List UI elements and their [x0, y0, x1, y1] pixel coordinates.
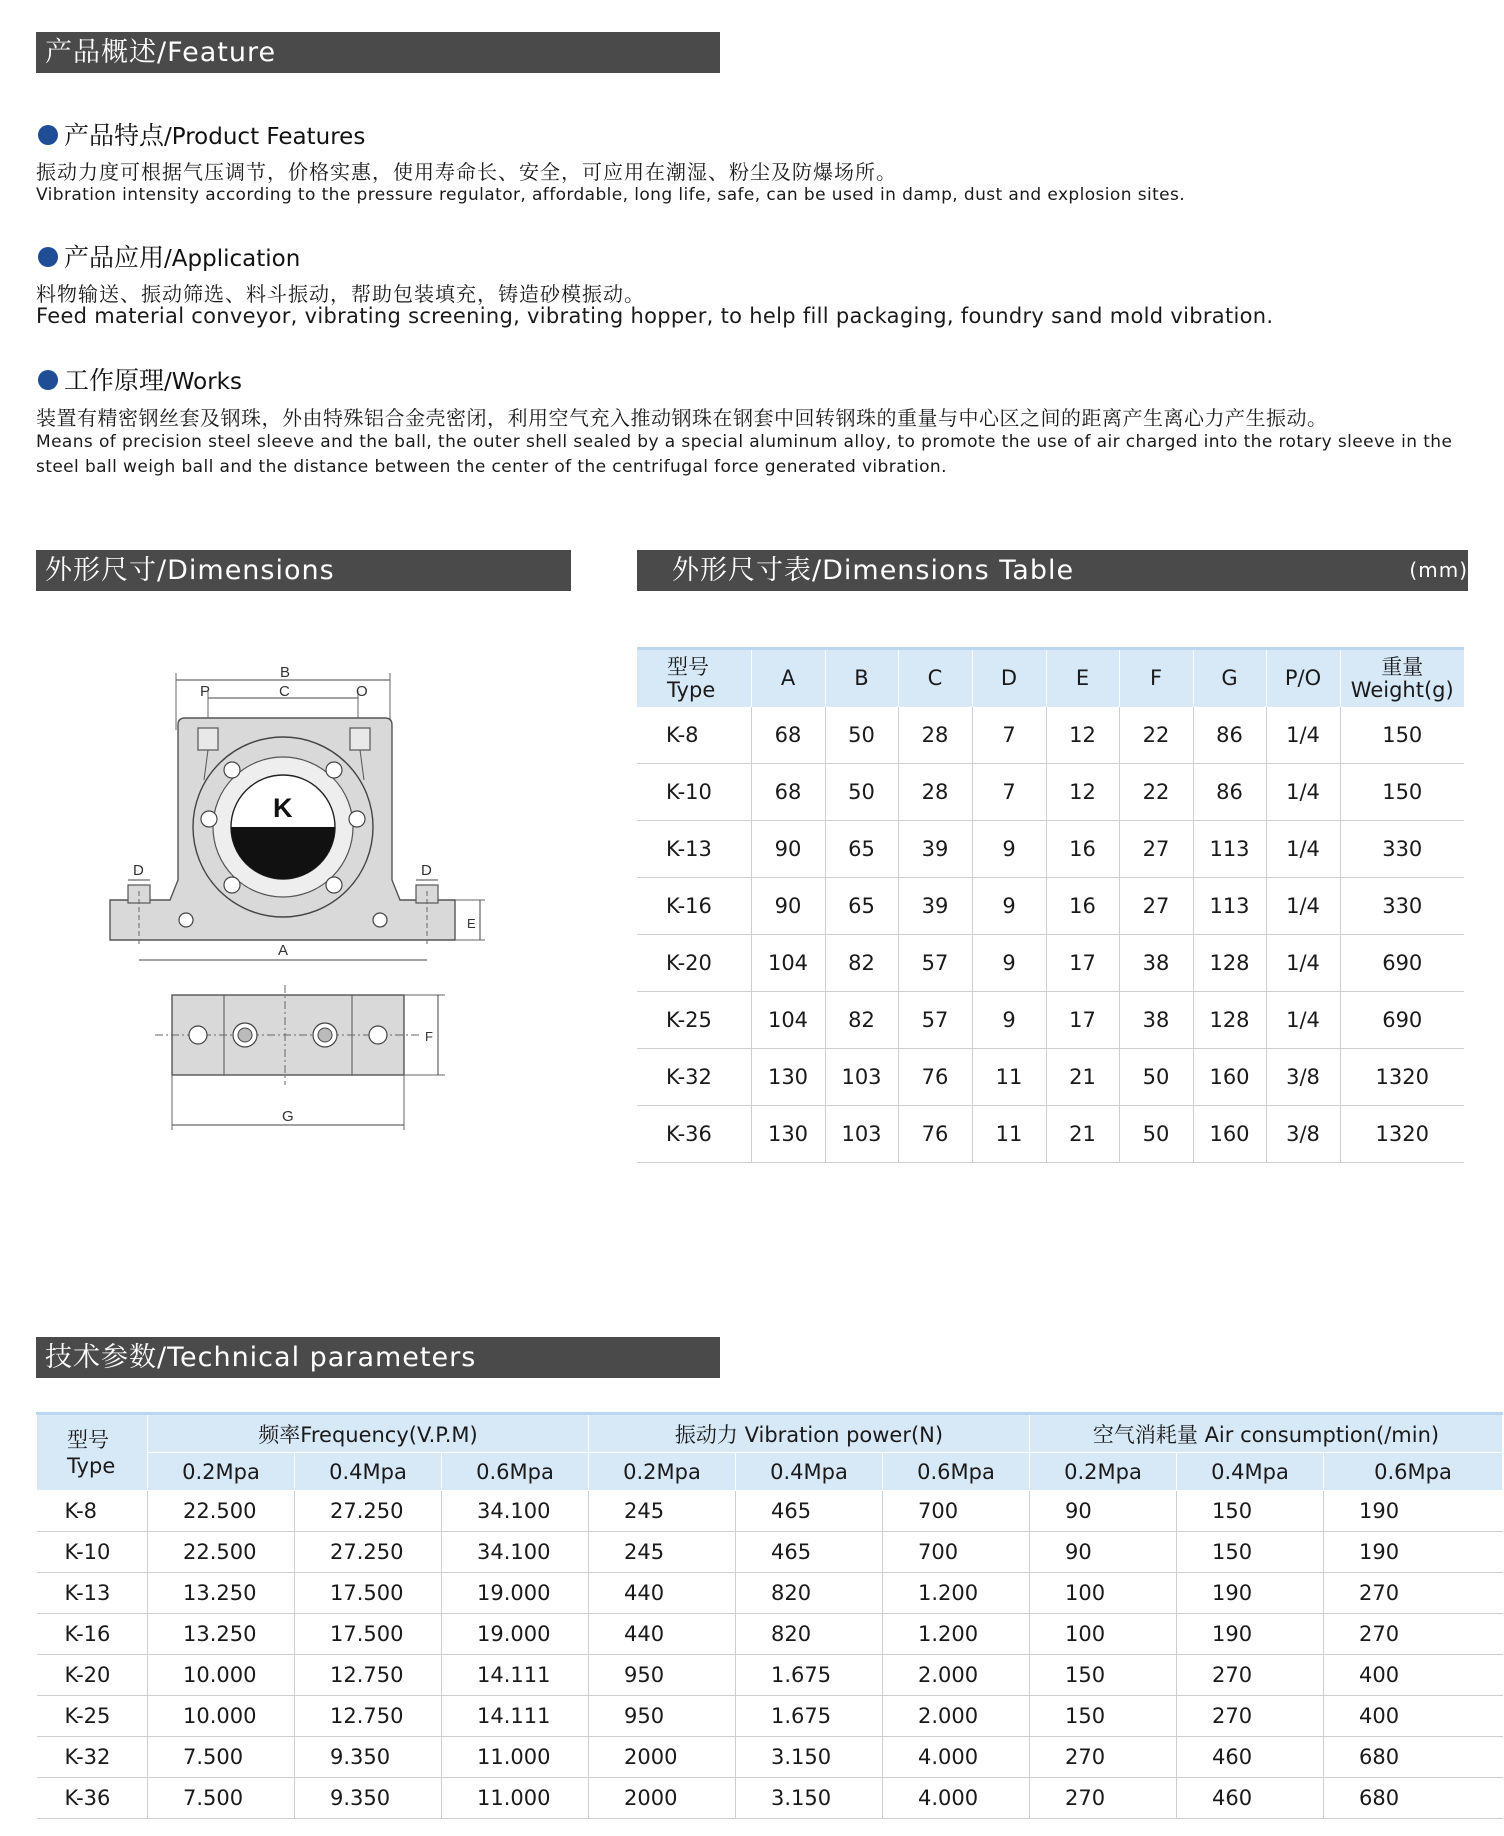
model-cell: K-16 [37, 1614, 148, 1655]
value-cell: 465 [736, 1491, 883, 1532]
works-title-en: /Works [164, 369, 242, 395]
value-cell: 465 [736, 1532, 883, 1573]
value-cell: 65 [825, 878, 898, 935]
tech-pressure-header: 0.2Mpa [1030, 1453, 1177, 1491]
value-cell: 12.750 [295, 1696, 442, 1737]
value-cell: 104 [751, 992, 825, 1049]
product-features-heading [38, 116, 365, 152]
value-cell: 150 [1030, 1696, 1177, 1737]
table-row [637, 935, 1464, 992]
value-cell: 150 [1177, 1491, 1324, 1532]
value-cell: 13.250 [148, 1573, 295, 1614]
value-cell: 1.675 [736, 1655, 883, 1696]
tech-group-air-consumption: 空气消耗量 Air consumption(/min) [1030, 1414, 1503, 1453]
value-cell: 113 [1193, 878, 1266, 935]
works-title-zh: 工作原理 [64, 366, 165, 395]
value-cell: 50 [825, 764, 898, 821]
value-cell: 440 [589, 1614, 736, 1655]
dimensions-table-header [637, 550, 1468, 591]
table-row [637, 1049, 1464, 1106]
value-cell: 22 [1119, 764, 1193, 821]
tech-col-type-zh: 型号 [67, 1427, 109, 1452]
value-cell: 270 [1030, 1778, 1177, 1819]
dimensions-table-unit: (mm) [1409, 558, 1468, 582]
dim-col-header: F [1119, 649, 1193, 708]
value-cell: 16 [1046, 821, 1119, 878]
value-cell: 128 [1193, 935, 1266, 992]
model-cell: K-25 [637, 992, 751, 1049]
value-cell: 950 [589, 1655, 736, 1696]
application-text-en: Feed material conveyor, vibrating screening, vibrating hopper, to help fill packaging, foundry sand mold vibration. [36, 304, 1274, 328]
label-g: G [282, 1108, 294, 1125]
table-row [637, 821, 1464, 878]
value-cell: 270 [1324, 1614, 1503, 1655]
value-cell: 38 [1119, 992, 1193, 1049]
value-cell: 17 [1046, 935, 1119, 992]
value-cell: 21 [1046, 1049, 1119, 1106]
value-cell: 270 [1177, 1655, 1324, 1696]
value-cell: 330 [1340, 878, 1464, 935]
dim-col-header: P/O [1266, 649, 1340, 708]
value-cell: 86 [1193, 707, 1266, 764]
tech-pressure-header: 0.6Mpa [883, 1453, 1030, 1491]
tech-group-frequency: 频率Frequency(V.P.M) [148, 1414, 589, 1453]
table-row [37, 1532, 1503, 1573]
table-row [637, 992, 1464, 1049]
value-cell: 34.100 [442, 1491, 589, 1532]
label-b: B [280, 664, 291, 681]
value-cell: 82 [825, 992, 898, 1049]
table-row [37, 1737, 1503, 1778]
value-cell: 2.000 [883, 1696, 1030, 1737]
application-heading [38, 238, 300, 274]
value-cell: 22.500 [148, 1532, 295, 1573]
value-cell: 3/8 [1266, 1106, 1340, 1163]
value-cell: 330 [1340, 821, 1464, 878]
value-cell: 700 [883, 1532, 1030, 1573]
tech-pressure-header: 0.2Mpa [148, 1453, 295, 1491]
value-cell: 11.000 [442, 1737, 589, 1778]
dim-col-weight-en: Weight(g) [1350, 677, 1454, 702]
tech-pressure-header: 0.4Mpa [295, 1453, 442, 1491]
value-cell: 400 [1324, 1655, 1503, 1696]
value-cell: 4.000 [883, 1778, 1030, 1819]
value-cell: 50 [1119, 1106, 1193, 1163]
feature-header: 产品概述/Feature [36, 32, 720, 73]
technical-header: 技术参数/Technical parameters [36, 1337, 720, 1378]
value-cell: 160 [1193, 1049, 1266, 1106]
value-cell: 270 [1177, 1696, 1324, 1737]
value-cell: 57 [898, 935, 972, 992]
value-cell: 7 [972, 764, 1046, 821]
dimensions-table-title: 外形尺寸表/Dimensions Table [672, 555, 1075, 586]
table-row [37, 1696, 1503, 1737]
value-cell: 7.500 [148, 1778, 295, 1819]
works-heading [38, 361, 242, 397]
model-cell: K-32 [637, 1049, 751, 1106]
value-cell: 7.500 [148, 1737, 295, 1778]
table-row [37, 1778, 1503, 1819]
value-cell: 50 [825, 707, 898, 764]
value-cell: 9 [972, 992, 1046, 1049]
value-cell: 90 [751, 878, 825, 935]
value-cell: 190 [1177, 1614, 1324, 1655]
value-cell: 21 [1046, 1106, 1119, 1163]
value-cell: 400 [1324, 1696, 1503, 1737]
tech-pressure-header: 0.4Mpa [736, 1453, 883, 1491]
value-cell: 160 [1193, 1106, 1266, 1163]
value-cell: 22.500 [148, 1491, 295, 1532]
value-cell: 3/8 [1266, 1049, 1340, 1106]
value-cell: 103 [825, 1049, 898, 1106]
value-cell: 1/4 [1266, 992, 1340, 1049]
dim-col-header: A [751, 649, 825, 708]
dim-col-header: E [1046, 649, 1119, 708]
table-row [637, 764, 1464, 821]
value-cell: 270 [1324, 1573, 1503, 1614]
tech-pressure-header: 0.6Mpa [1324, 1453, 1503, 1491]
dim-col-header: D [972, 649, 1046, 708]
works-text-en: Means of precision steel sleeve and the ball, the outer shell sealed by a special aluminum alloy, to promote the use of air charged into the rotary sleeve in the steel ball weigh ball and the distance between the center of the centrifugal force generated vibration. [36, 432, 1453, 477]
value-cell: 130 [751, 1106, 825, 1163]
dim-col-type-zh: 型号 [667, 654, 709, 679]
table-row [637, 1106, 1464, 1163]
application-title-zh: 产品应用 [64, 243, 165, 272]
model-cell: K-10 [637, 764, 751, 821]
label-p: P [200, 683, 211, 700]
dim-col-header: B [825, 649, 898, 708]
model-cell: K-8 [37, 1491, 148, 1532]
table-row [37, 1573, 1503, 1614]
value-cell: 190 [1324, 1532, 1503, 1573]
value-cell: 17 [1046, 992, 1119, 1049]
dim-col-type-en: Type [667, 677, 716, 702]
label-e: E [467, 916, 476, 931]
value-cell: 150 [1177, 1532, 1324, 1573]
product-features-title-zh: 产品特点 [64, 121, 165, 150]
value-cell: 680 [1324, 1778, 1503, 1819]
value-cell: 65 [825, 821, 898, 878]
value-cell: 86 [1193, 764, 1266, 821]
value-cell: 1.200 [883, 1573, 1030, 1614]
value-cell: 1/4 [1266, 707, 1340, 764]
value-cell: 90 [1030, 1491, 1177, 1532]
tech-group-vibration-power: 振动力 Vibration power(N) [589, 1414, 1030, 1453]
product-features-text-en: Vibration intensity according to the pressure regulator, affordable, long life, safe, can be used in damp, dust and explosion sites. [36, 185, 1186, 205]
value-cell: 130 [751, 1049, 825, 1106]
table-row [37, 1491, 1503, 1532]
value-cell: 150 [1030, 1655, 1177, 1696]
value-cell: 68 [751, 707, 825, 764]
value-cell: 690 [1340, 992, 1464, 1049]
value-cell: 9 [972, 821, 1046, 878]
value-cell: 1/4 [1266, 935, 1340, 992]
value-cell: 270 [1030, 1737, 1177, 1778]
value-cell: 38 [1119, 935, 1193, 992]
technical-table [36, 1412, 1503, 1819]
value-cell: 28 [898, 764, 972, 821]
value-cell: 128 [1193, 992, 1266, 1049]
bullet-icon [38, 125, 58, 145]
value-cell: 150 [1340, 764, 1464, 821]
dim-col-header: G [1193, 649, 1266, 708]
value-cell: 3.150 [736, 1737, 883, 1778]
label-k: K [273, 793, 293, 823]
application-text-zh: 料物输送、振动筛选、料斗振动，帮助包装填充，铸造砂模振动。 [36, 282, 645, 306]
value-cell: 12 [1046, 707, 1119, 764]
table-row [637, 878, 1464, 935]
tech-col-type [37, 1414, 148, 1491]
bullet-icon [38, 247, 58, 267]
value-cell: 90 [1030, 1532, 1177, 1573]
value-cell: 27 [1119, 878, 1193, 935]
value-cell: 245 [589, 1532, 736, 1573]
table-row [637, 707, 1464, 764]
tech-col-type-en: Type [67, 1453, 116, 1478]
label-d-left: D [133, 862, 144, 879]
value-cell: 11 [972, 1106, 1046, 1163]
value-cell: 13.250 [148, 1614, 295, 1655]
dim-col-type [637, 649, 751, 708]
value-cell: 10.000 [148, 1655, 295, 1696]
value-cell: 39 [898, 821, 972, 878]
value-cell: 39 [898, 878, 972, 935]
model-cell: K-13 [637, 821, 751, 878]
model-cell: K-36 [37, 1778, 148, 1819]
value-cell: 2000 [589, 1778, 736, 1819]
value-cell: 690 [1340, 935, 1464, 992]
value-cell: 12 [1046, 764, 1119, 821]
table-row [37, 1614, 1503, 1655]
value-cell: 1320 [1340, 1049, 1464, 1106]
works-text-zh: 装置有精密钢丝套及钢珠，外由特殊铝合金壳密闭，利用空气充入推动钢珠在钢套中回转钢珠的重量与中心区之间的距离产生离心力产生振动。 [36, 406, 1328, 430]
value-cell: 820 [736, 1614, 883, 1655]
product-features-title-en: /Product Features [164, 124, 366, 150]
value-cell: 1/4 [1266, 878, 1340, 935]
dimensions-table [637, 647, 1464, 1163]
value-cell: 1/4 [1266, 764, 1340, 821]
value-cell: 9.350 [295, 1778, 442, 1819]
table-row [37, 1655, 1503, 1696]
value-cell: 460 [1177, 1778, 1324, 1819]
value-cell: 14.111 [442, 1655, 589, 1696]
value-cell: 2000 [589, 1737, 736, 1778]
value-cell: 1.200 [883, 1614, 1030, 1655]
value-cell: 14.111 [442, 1696, 589, 1737]
value-cell: 2.000 [883, 1655, 1030, 1696]
model-cell: K-20 [37, 1655, 148, 1696]
model-cell: K-10 [37, 1532, 148, 1573]
value-cell: 113 [1193, 821, 1266, 878]
value-cell: 16 [1046, 878, 1119, 935]
model-cell: K-20 [637, 935, 751, 992]
label-c: C [279, 683, 290, 700]
value-cell: 104 [751, 935, 825, 992]
value-cell: 100 [1030, 1573, 1177, 1614]
value-cell: 27.250 [295, 1491, 442, 1532]
value-cell: 22 [1119, 707, 1193, 764]
value-cell: 17.500 [295, 1573, 442, 1614]
tech-pressure-header: 0.6Mpa [442, 1453, 589, 1491]
model-cell: K-25 [37, 1696, 148, 1737]
value-cell: 27 [1119, 821, 1193, 878]
value-cell: 9 [972, 935, 1046, 992]
value-cell: 1/4 [1266, 821, 1340, 878]
value-cell: 76 [898, 1049, 972, 1106]
label-f: F [425, 1029, 433, 1044]
dimension-drawing [100, 655, 500, 1145]
value-cell: 11.000 [442, 1778, 589, 1819]
dim-col-header: C [898, 649, 972, 708]
value-cell: 28 [898, 707, 972, 764]
value-cell: 19.000 [442, 1573, 589, 1614]
value-cell: 103 [825, 1106, 898, 1163]
value-cell: 1.675 [736, 1696, 883, 1737]
application-title-en: /Application [164, 246, 301, 272]
dim-col-weight-zh: 重量 [1381, 654, 1424, 679]
value-cell: 34.100 [442, 1532, 589, 1573]
value-cell: 50 [1119, 1049, 1193, 1106]
value-cell: 82 [825, 935, 898, 992]
value-cell: 190 [1324, 1491, 1503, 1532]
value-cell: 12.750 [295, 1655, 442, 1696]
label-a: A [278, 942, 289, 959]
tech-pressure-header: 0.2Mpa [589, 1453, 736, 1491]
value-cell: 9 [972, 878, 1046, 935]
model-cell: K-36 [637, 1106, 751, 1163]
value-cell: 100 [1030, 1614, 1177, 1655]
model-cell: K-16 [637, 878, 751, 935]
value-cell: 680 [1324, 1737, 1503, 1778]
value-cell: 4.000 [883, 1737, 1030, 1778]
value-cell: 27.250 [295, 1532, 442, 1573]
label-d-right: D [421, 862, 432, 879]
value-cell: 7 [972, 707, 1046, 764]
value-cell: 440 [589, 1573, 736, 1614]
value-cell: 68 [751, 764, 825, 821]
value-cell: 17.500 [295, 1614, 442, 1655]
value-cell: 3.150 [736, 1778, 883, 1819]
bullet-icon [38, 370, 58, 390]
value-cell: 1320 [1340, 1106, 1464, 1163]
dim-col-weight [1340, 649, 1464, 708]
model-cell: K-13 [37, 1573, 148, 1614]
value-cell: 460 [1177, 1737, 1324, 1778]
value-cell: 150 [1340, 707, 1464, 764]
value-cell: 90 [751, 821, 825, 878]
model-cell: K-8 [637, 707, 751, 764]
product-features-text-zh: 振动力度可根据气压调节，价格实惠，使用寿命长、安全，可应用在潮湿、粉尘及防爆场所。 [36, 160, 897, 184]
value-cell: 57 [898, 992, 972, 1049]
model-cell: K-32 [37, 1737, 148, 1778]
value-cell: 10.000 [148, 1696, 295, 1737]
value-cell: 11 [972, 1049, 1046, 1106]
value-cell: 700 [883, 1491, 1030, 1532]
value-cell: 9.350 [295, 1737, 442, 1778]
value-cell: 820 [736, 1573, 883, 1614]
tech-pressure-header: 0.4Mpa [1177, 1453, 1324, 1491]
value-cell: 190 [1177, 1573, 1324, 1614]
value-cell: 245 [589, 1491, 736, 1532]
value-cell: 950 [589, 1696, 736, 1737]
value-cell: 19.000 [442, 1614, 589, 1655]
dimensions-header: 外形尺寸/Dimensions [36, 550, 571, 591]
label-o: O [356, 683, 368, 700]
value-cell: 76 [898, 1106, 972, 1163]
